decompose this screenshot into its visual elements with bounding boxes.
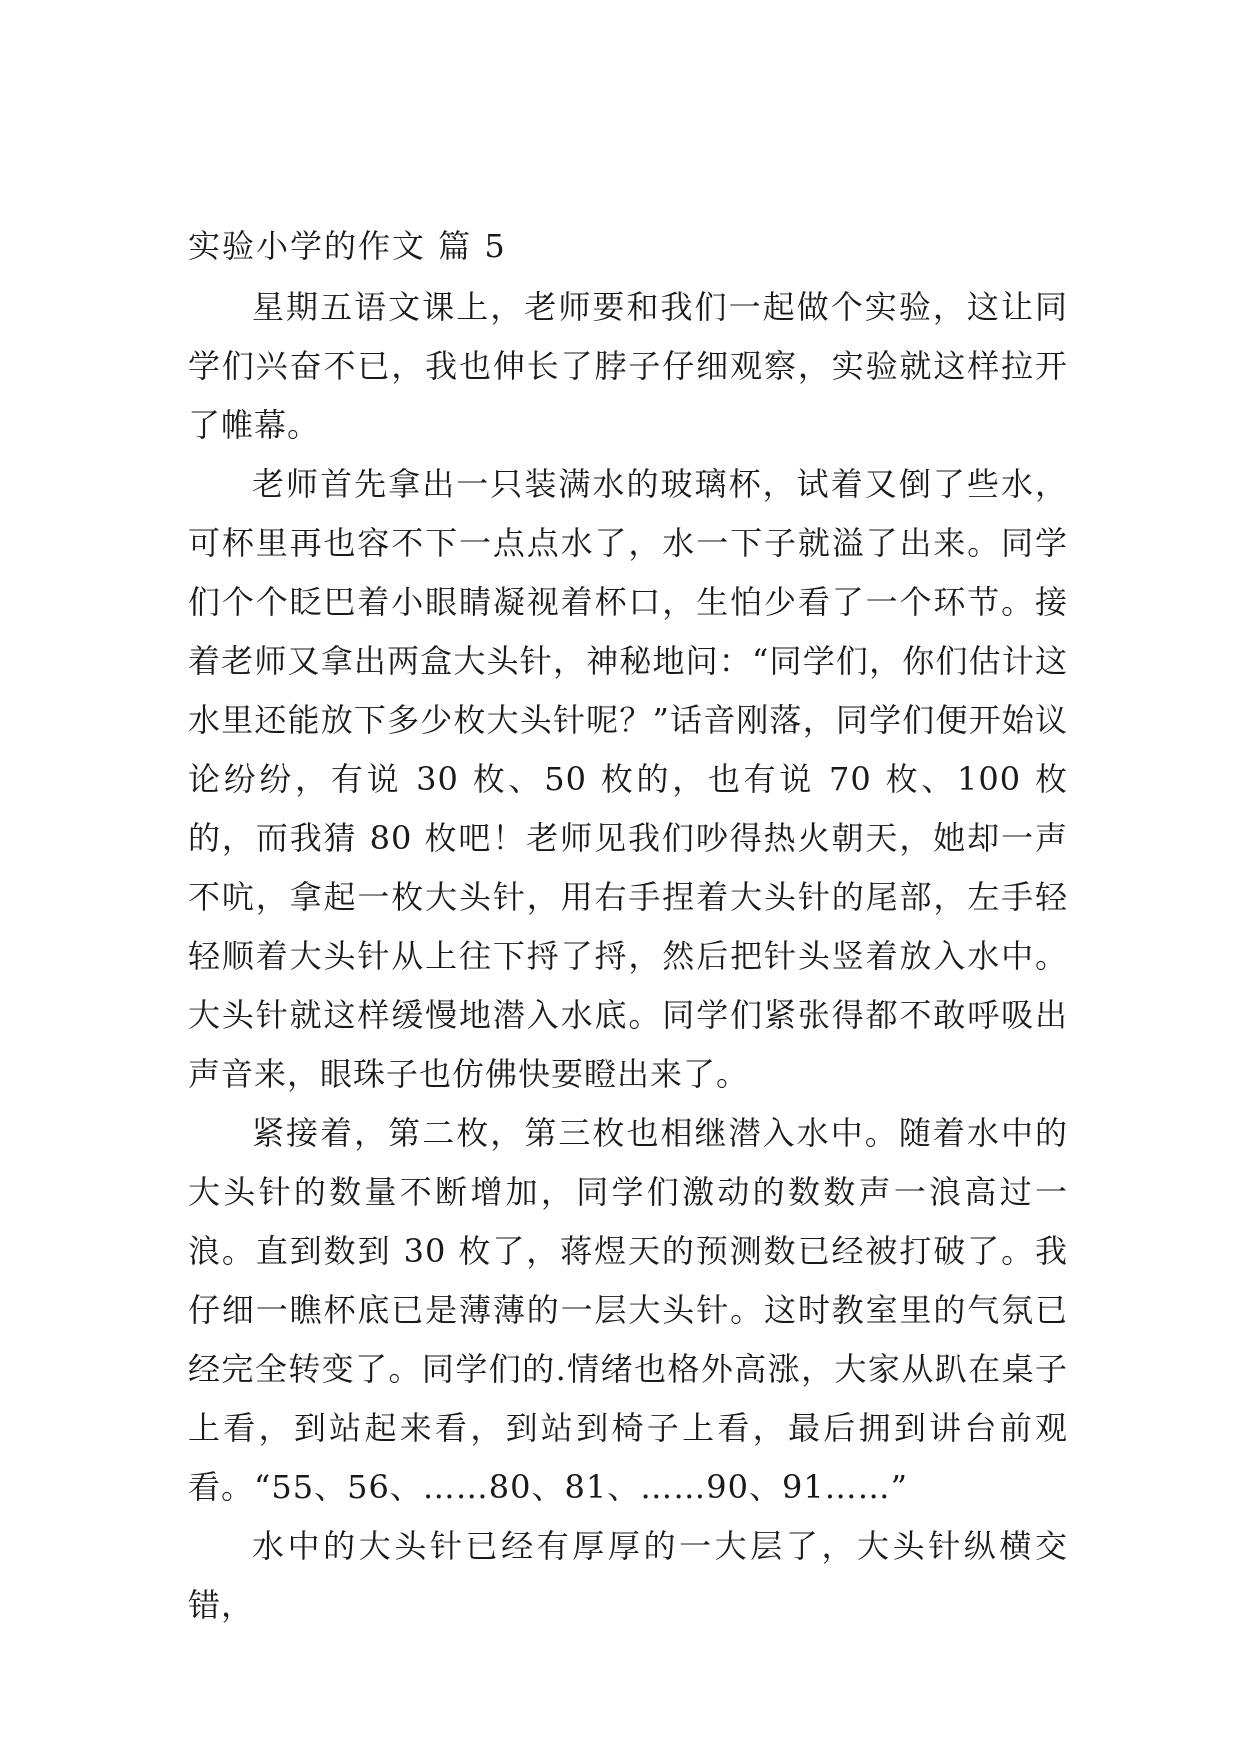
paragraph-3: 紧接着，第二枚，第三枚也相继潜入水中。随着水中的大头针的数量不断增加，同学们激动的数数声一浪高过一浪。直到数到 30 枚了，蒋煜天的预测数已经被打破了。我仔细一瞧杯底已是薄薄的一层大头针。这时教室里的气氛已经完全转变了。同学们的.情绪也格外高涨，大家从趴在桌子上看，到站起来看，到站到椅子上看，最后拥到讲台前观看。“55、56、……80、81、……90、91……”	[188, 1114, 1068, 1506]
paragraph-4: 水中的大头针已经有厚厚的一大层了，大头针纵横交错，	[188, 1527, 1068, 1624]
document-title: 实验小学的作文 篇 5	[188, 227, 507, 265]
document-body	[188, 220, 1068, 1635]
paragraph-2: 老师首先拿出一只装满水的玻璃杯，试着又倒了些水，可杯里再也容不下一点点水了，水一下子就溢了出来。同学们个个眨巴着小眼睛凝视着杯口，生怕少看了一个环节。接着老师又拿出两盒大头针，神秘地问：“同学们，你们估计这水里还能放下多少枚大头针呢？”话音刚落，同学们便开始议论纷纷，有说 30 枚、50 枚的，也有说 70 枚、100 枚的，而我猜 80 枚吧！老师见我们吵得热火朝天，她却一声不吭，拿起一枚大头针，用右手捏着大头针的尾部，左手轻轻顺着大头针从上往下捋了捋，然后把针头竖着放入水中。大头针就这样缓慢地潜入水底。同学们紧张得都不敢呼吸出声音来，眼珠子也仿佛快要瞪出来了。	[188, 465, 1068, 1093]
paragraph-1: 星期五语文课上，老师要和我们一起做个实验，这让同学们兴奋不已，我也伸长了脖子仔细观察，实验就这样拉开了帷幕。	[188, 288, 1068, 444]
